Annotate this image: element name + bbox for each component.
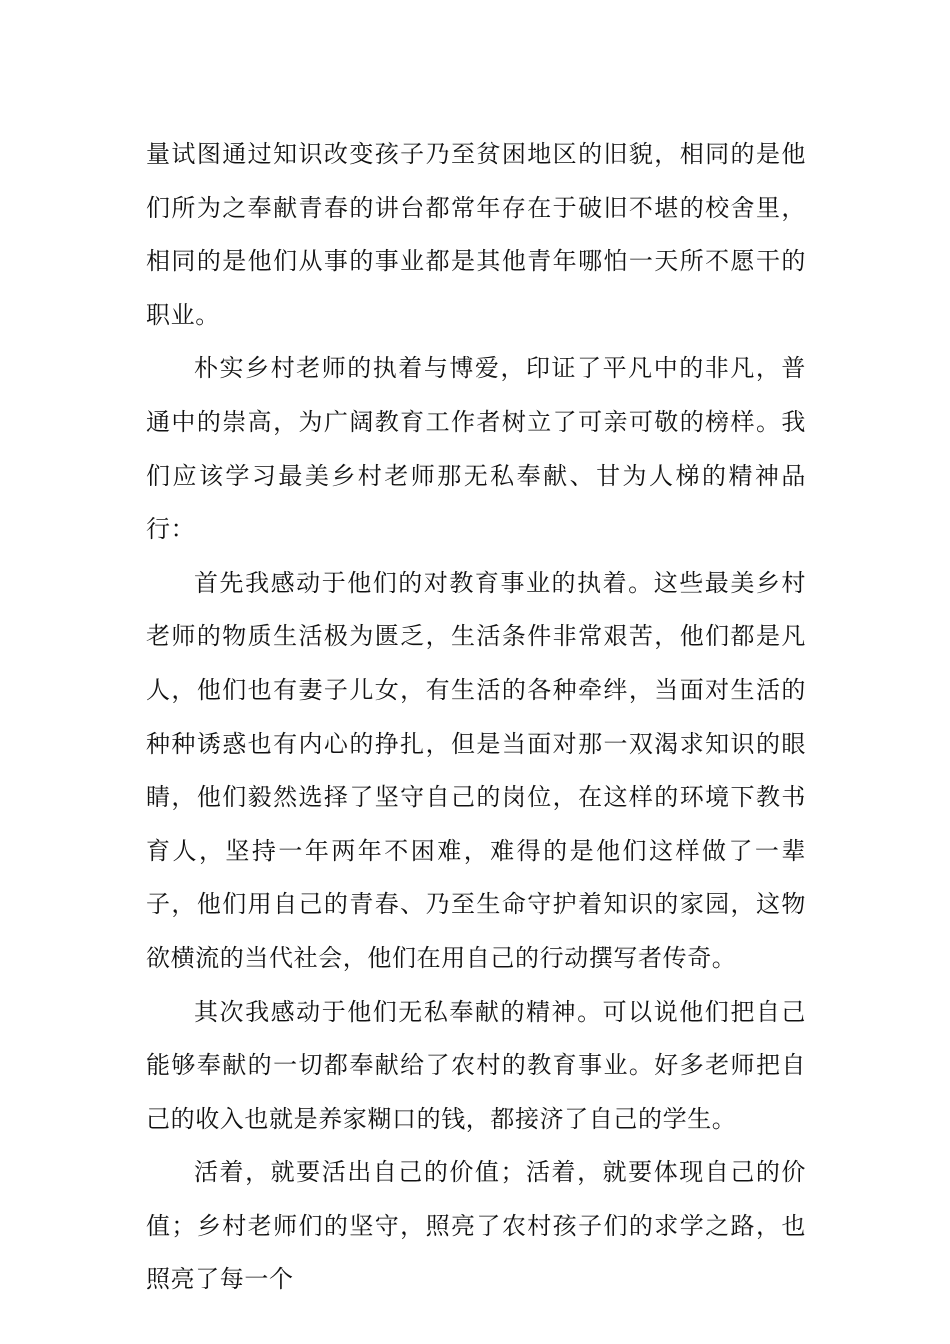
document-body <box>146 128 806 1307</box>
paragraph-role-model: 朴实乡村老师的执着与博爱，印证了平凡中的非凡，普通中的崇高，为广阔教育工作者树立了可亲可敬的榜样。我们应该学习最美乡村老师那无私奉献、甘为人梯的精神品行： <box>146 354 806 544</box>
paragraph-dedication: 首先我感动于他们的对教育事业的执着。这些最美乡村老师的物质生活极为匮乏，生活条件非常艰苦，他们都是凡人，他们也有妻子儿女，有生活的各种牵绊，当面对生活的种种诱惑也有内心的挣扎，但是当面对那一双渴求知识的眼睛，他们毅然选择了坚守自己的岗位，在这样的环境下教书育人，坚持一年两年不困难，难得的是他们这样做了一辈子，他们用自己的青春、乃至生命守护着知识的家园，这物欲横流的当代社会，他们在用自己的行动撰写者传奇。 <box>146 568 806 972</box>
paragraph-selfless-devotion: 其次我感动于他们无私奉献的精神。可以说他们把自己能够奉献的一切都奉献给了农村的教育事业。好多老师把自己的收入也就是养家糊口的钱，都接济了自己的学生。 <box>146 997 806 1133</box>
paragraph-continuation: 量试图通过知识改变孩子乃至贫困地区的旧貌，相同的是他们所为之奉献青春的讲台都常年存在于破旧不堪的校舍里，相同的是他们从事的事业都是其他青年哪怕一天所不愿干的职业。 <box>146 140 806 329</box>
paragraph-value-of-life: 活着，就要活出自己的价值；活着，就要体现自己的价值；乡村老师们的坚守，照亮了农村孩子们的求学之路，也照亮了每一个 <box>146 1158 806 1294</box>
